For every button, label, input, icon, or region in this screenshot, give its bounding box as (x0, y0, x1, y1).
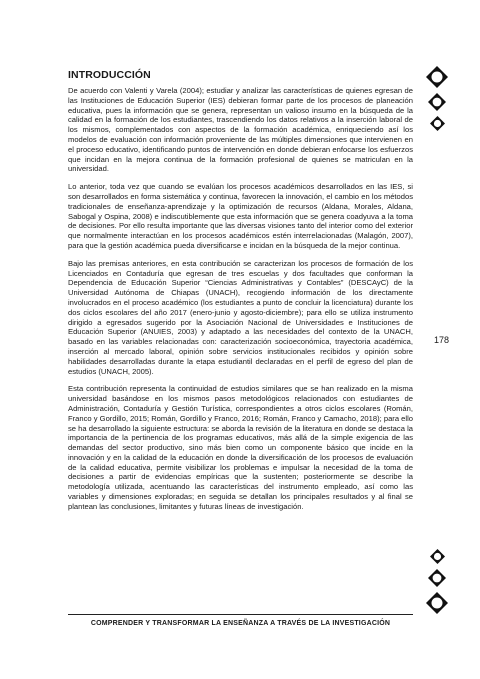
diamond-ring-icon (428, 569, 446, 587)
diamond-ring-icon (430, 116, 445, 131)
running-footer: COMPRENDER Y TRANSFORMAR LA ENSEÑANZA A TRAVÉS DE LA INVESTIGACIÓN (90, 620, 391, 627)
paragraph-4: Esta contribución representa la continuidad de estudios similares que se han realizado en la misma universidad basándose en los mismos pasos metodológicos relacionados con estudiantes de Administración, Contaduría y Gestión Turística, correspondientes a otros ciclos escolares (Román, Franco y Gordillo, 2015; Román, Gordillo y Franco, 2016; Román, Franco y Camacho, 2018); para ello se ha desarrollado la siguiente estructura: se aborda la revisión de la literatura en donde se destaca la importancia de la pertinencia de los programas educativos, más allá de la simple exigencia de las demandas del sector productivo, sino más bien como un componente básico que incide en la innovación y en la calidad de la educación en donde la diversificación de los procesos de evaluación de la calidad educativa, permite visibilizar los problemas e impulsar la necesidad de la toma de decisiones a partir de evidencias empíricas que la sustenten; posteriormente se describe la metodología utilizada, acentuando las características del instrumento empleado, así como las variables y dimensiones exploradas; en seguida se detallan los principales resultados y al final se plantean las conclusiones, limitantes y futuras líneas de investigación. (68, 384, 413, 511)
diamond-ring-icon (428, 93, 446, 111)
section-heading: INTRODUCCIÓN (68, 69, 151, 81)
paragraph-2: Lo anterior, toda vez que cuando se evalúan los procesos académicos desarrollados en las IES, si son desarrollados en forma sistemática y continua, favorecen la innovación, el cambio en los métodos tradicionales de enseñanza-aprendizaje y la optimización de recursos (Aldana, Morales, Aldana, Sabogal y Ospina, 2008) e indiscutiblemente que esta información que se genera coadyuva a la toma de decisiones. Por ello resulta importante que las diversas visiones tanto del interior como del exterior que normalmente interactúan en los procesos académicos estén interrelacionadas (Malagón, 2007), para que la gestión académica pueda diversificarse e incidan en la búsqueda de la mejor continua. (68, 182, 413, 250)
page-number: 178 (434, 335, 450, 345)
paragraph-1: De acuerdo con Valenti y Varela (2004); estudiar y analizar las características de quienes egresan de las Instituciones de Educación Superior (IES) debieran formar parte de los procesos de planeación educativa, pues la información que se genera, representan un valioso insumo en la búsqueda de la calidad en la formación de los estudiantes, trascendiendo los datos relativos a la inserción laboral de los mismos, complementados con aspectos de la formación académica, enriqueciendo así los modelos de evaluación con información proveniente de las múltiples dimensiones que intervienen en el proceso educativo, identificando puntos de intervención en donde debieran enfocarse los esfuerzos que incidan en la mejora continua de la formación profesional de quienes se matriculan en la universidad. (68, 86, 413, 174)
diamond-ring-icon (426, 66, 448, 88)
footer-divider (68, 614, 413, 615)
bottom-ornament-group (425, 549, 449, 614)
diamond-ring-icon (426, 592, 448, 614)
body-text (68, 86, 413, 520)
top-ornament-group (425, 66, 449, 131)
diamond-ring-icon (430, 549, 445, 564)
paragraph-3: Bajo las premisas anteriores, en esta contribución se caracterizan los procesos de formación de los Licenciados en Contaduría que egresan de tres escuelas y dos facultades que conforman la Dependencia de Educación Superior “Ciencias Administrativas y Contables” (DESCAyC) de la Universidad Autónoma de Chiapas (UNACH), recogiendo información de los directamente involucrados en el proceso académico (los estudiantes a punto de concluir la licenciatura) durante los dos ciclos escolares del año 2017 (enero-junio y agosto-diciembre); para ello se utiliza instrumento dirigido a egresados sugerido por la Asociación Nacional de Universidades e Instituciones de Educación Superior (ANUIES, 2003) y adaptado a las necesidades del contexto de la UNACH, basado en las variables relacionadas con: caracterización socioeconómica, trayectoria académica, inserción al mercado laboral, opinión sobre servicios institucionales recibidos y opinión sobre habilidades desarrolladas durante la etapa estudiantil declaradas en el perfil de egreso del plan de estudios (UNACH, 2005). (68, 258, 413, 376)
